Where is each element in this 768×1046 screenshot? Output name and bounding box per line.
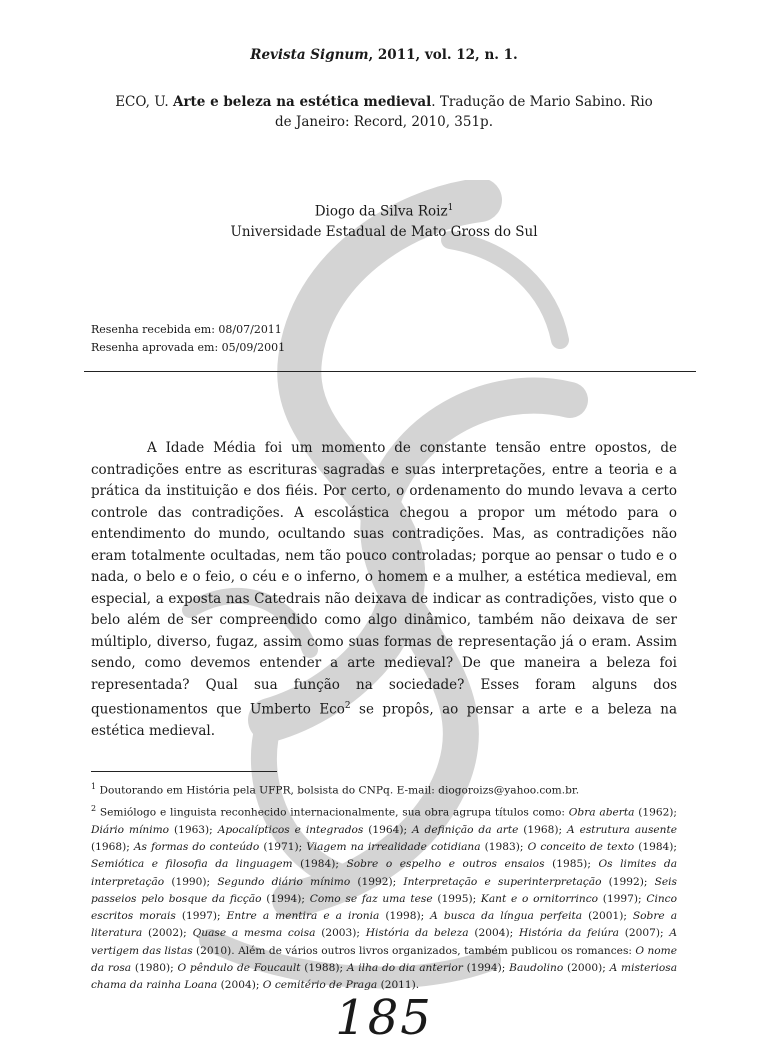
review-dates: [91, 321, 285, 357]
work-year: (1983);: [480, 840, 528, 853]
footnote-1: [91, 778, 677, 800]
work-title: A busca da língua perfeita: [430, 910, 583, 923]
approved-date: Resenha aprovada em: 05/09/2001: [91, 341, 286, 354]
work-title: Kant e o ornitorrinco: [480, 892, 599, 905]
journal-header: [0, 47, 768, 63]
work-title: As formas do conteúdo: [133, 840, 260, 853]
footnote-divider: [91, 771, 277, 772]
work-year: (2002);: [142, 927, 193, 940]
novel-title: O cemitério de Praga: [262, 979, 378, 992]
work-title: História da beleza: [365, 927, 469, 940]
novel-year: (2011).: [377, 979, 420, 992]
reviewer-institution: Universidade Estadual de Mato Gross do Sul: [230, 223, 538, 240]
work-year: (2007);: [618, 927, 670, 940]
footnote-2-mark: 2: [91, 803, 97, 813]
journal-issue: , 2011, vol. 12, n. 1.: [368, 47, 518, 63]
work-title: A vertigem das listas: [91, 927, 677, 957]
work-title: Cinco escritos morais: [91, 892, 677, 923]
body-text-end: se propôs, ao pensar a arte e a beleza na estética medieval.: [91, 701, 677, 739]
novel-year: (1980);: [131, 962, 178, 975]
reviewer-footnote-mark: 1: [447, 203, 454, 213]
work-year: (1995);: [432, 892, 481, 905]
footnote-1-mark: 1: [91, 782, 97, 791]
footnote-2-intro: Semiólogo e linguista reconhecido internacionalmente, sua obra agrupa títulos como:: [96, 806, 569, 819]
page-number: 185: [335, 990, 433, 1046]
received-date: Resenha recebida em: 08/07/2011: [91, 323, 282, 336]
work-title: Obra aberta: [568, 806, 635, 819]
work-title: Apocalípticos e integrados: [217, 823, 364, 836]
novel-year: (2000);: [563, 962, 610, 975]
book-title: Arte e beleza na estética medieval: [172, 94, 432, 110]
work-title: Quase a mesma coisa: [192, 927, 316, 940]
work-year: (1994);: [261, 892, 310, 905]
work-year: (2004);: [468, 927, 519, 940]
footnote-2-middle: Além de vários outros livros organizados, também publicou os romances:: [238, 944, 636, 957]
work-title: O conceito de texto: [527, 840, 635, 853]
work-year: (2003);: [315, 927, 366, 940]
body-paragraph: [91, 438, 677, 743]
work-title: Os limites da interpretação: [91, 858, 678, 888]
novel-title: A ilha do dia anterior: [346, 962, 463, 975]
footnote-2: [91, 800, 677, 995]
work-year: (1985);: [544, 858, 599, 871]
work-year: (1963);: [169, 823, 218, 836]
work-year: (1998);: [379, 910, 431, 923]
work-year: (2010).: [192, 944, 239, 957]
work-title: Semiótica e filosofia da linguagem: [91, 858, 293, 871]
reviewer-name: Diogo da Silva Roiz: [314, 203, 448, 220]
novel-title: Baudolino: [509, 962, 564, 975]
work-year: (1968);: [91, 840, 134, 853]
citation-author: ECO, U.: [115, 94, 173, 110]
footnotes: [91, 778, 677, 995]
work-title: Interpretação e superinterpretação: [403, 875, 602, 888]
novel-year: (1994);: [462, 962, 510, 975]
work-title: Diário mínimo: [91, 823, 170, 836]
novel-title: A misteriosa chama da rainha Loana: [91, 962, 678, 992]
citation-details: . Tradução de Mario Sabino. Rio de Janeiro: Record, 2010, 351p.: [275, 94, 653, 130]
work-title: Segundo diário mínimo: [217, 875, 351, 888]
novel-year: (2004);: [217, 979, 263, 992]
journal-name: Revista Signum: [250, 47, 369, 63]
work-title: Seis passeios pelo bosque da ficção: [91, 875, 677, 905]
work-title: Sobre a literatura: [91, 910, 678, 940]
work-year: (1968);: [518, 823, 568, 836]
works-list: [91, 803, 678, 957]
novel-title: O pêndulo de Foucault: [177, 962, 301, 975]
work-year: (1990);: [164, 875, 218, 888]
work-title: Sobre o espelho e outros ensaios: [346, 858, 545, 871]
work-title: A definição da arte: [411, 823, 519, 836]
work-year: (1971);: [259, 840, 307, 853]
novel-title: O nome da rosa: [91, 944, 677, 975]
reviewer-name-line: [0, 198, 768, 222]
work-year: (1962);: [634, 806, 678, 819]
work-year: (1984);: [634, 840, 678, 853]
work-title: A estrutura ausente: [567, 823, 678, 836]
work-title: Viagem na irrealidade cotidiana: [306, 840, 481, 853]
work-title: História da feiúra: [518, 927, 619, 940]
work-title: Entre a mentira e a ironia: [226, 910, 380, 923]
work-title: Como se faz uma tese: [309, 892, 433, 905]
work-year: (2001);: [582, 910, 633, 923]
book-citation: [110, 92, 658, 132]
work-year: (1984);: [292, 858, 347, 871]
body-text-main: A Idade Média foi um momento de constante tensão entre opostos, de contradições entre as escrituras sagradas e suas interpretações, entre a teoria e a prática da instituição e dos fiéis. Por certo, o ordenamento do mundo levava a certo controle das contradições. A escolástica chegou a propor um método para o entendimento do mundo, ocultando suas contradições. Mas, as contradições não eram totalmente ocultadas, nem tão pouco controladas; porque ao pensar o tudo e o nada, o belo e o feio, o céu e o inferno, o homem e a mulher, a estética medieval, em especial, a exposta nas Catedrais não deixava de indicar as contradições, visto que o belo além de ser compreendido como algo dinâmico, também não deixava de ser múltiplo, diverso, fugaz, assim como suas formas de representação já o eram. Assim sendo, como devemos entender a arte medieval? De que maneira a beleza foi representada? Qual sua função na sociedade? Esses foram alguns dos questionamentos que Umberto Eco: [91, 440, 677, 718]
work-year: (1997);: [175, 910, 227, 923]
work-year: (1997);: [598, 892, 647, 905]
footnote-1-text: Doutorando em História pela UFPR, bolsista do CNPq. E-mail: diogoroizs@yahoo.com.br.: [96, 784, 580, 797]
novel-year: (1988);: [300, 962, 347, 975]
work-year: (1992);: [601, 875, 655, 888]
body-footnote-mark: 2: [344, 701, 351, 711]
work-year: (1992);: [350, 875, 404, 888]
section-divider: [84, 371, 696, 372]
reviewer-block: [0, 198, 768, 242]
work-year: (1964);: [363, 823, 412, 836]
